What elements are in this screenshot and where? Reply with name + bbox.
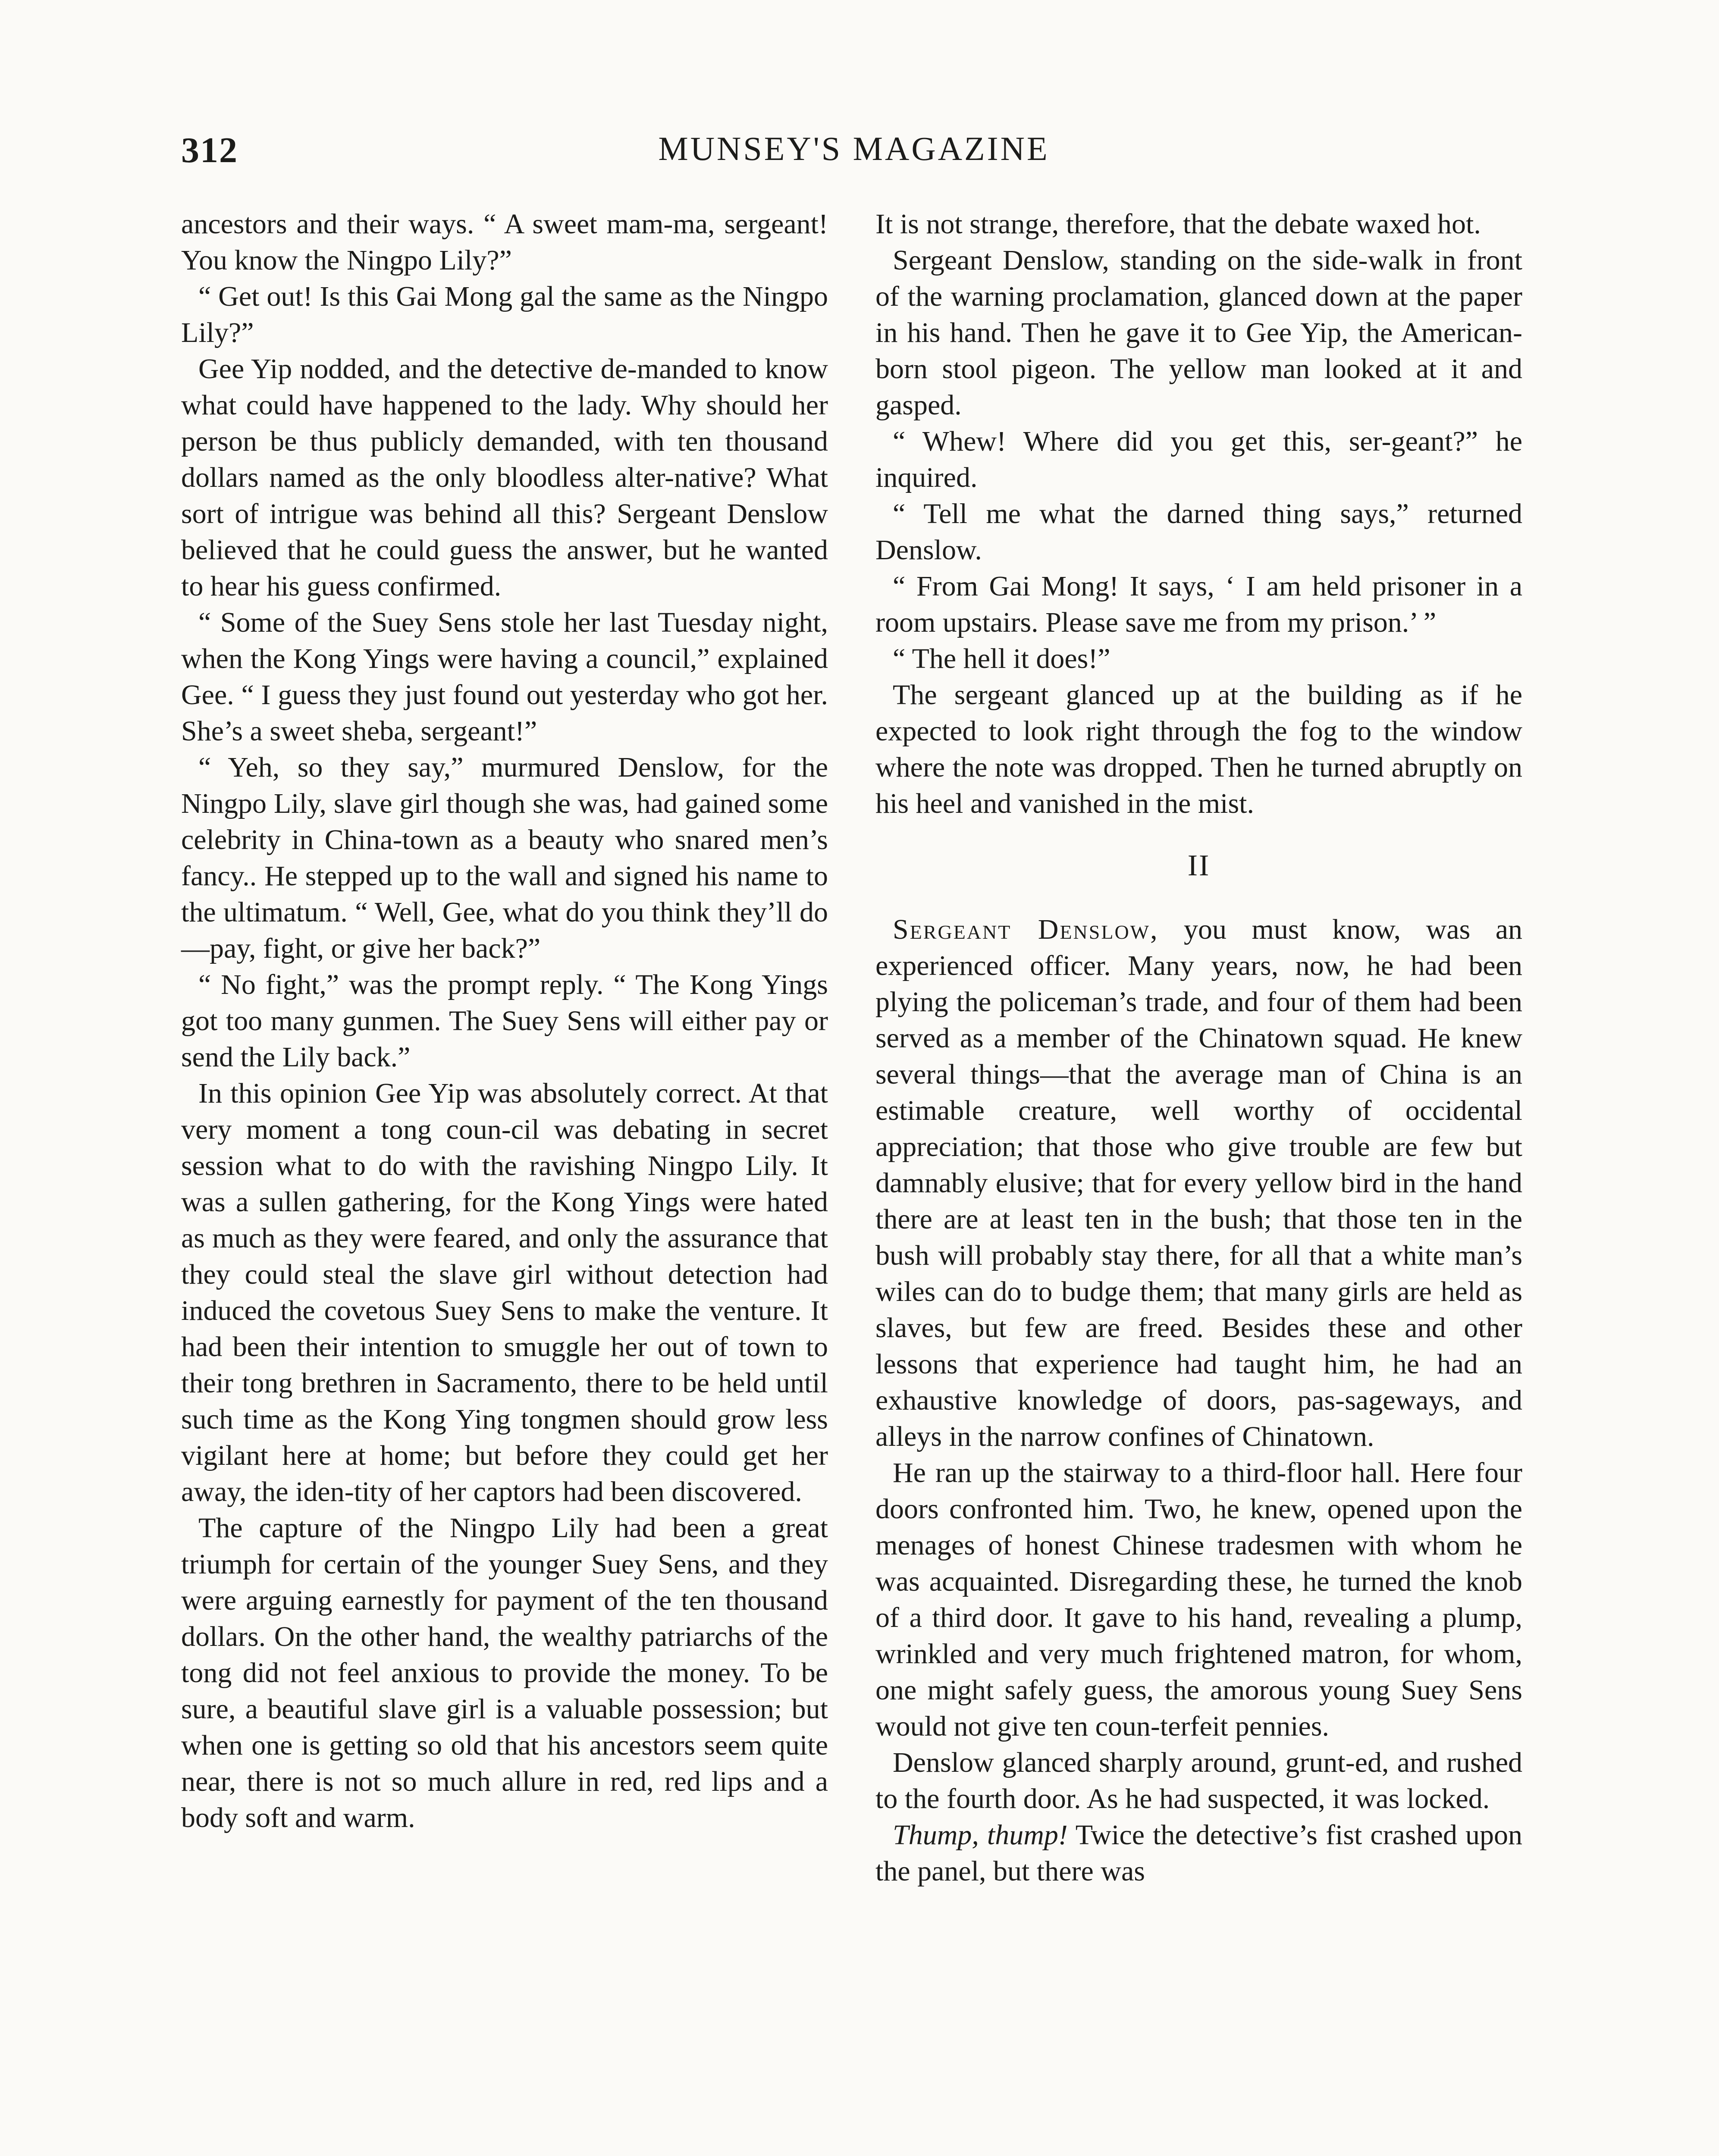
italic-exclamation: Thump, thump!	[893, 1819, 1068, 1851]
paragraph: The sergeant glanced up at the building as if he expected to look right through the fog to the window where the note was dropped. Then he turned abruptly on his heel and vanished in the mist.	[875, 679, 1522, 819]
paragraph: ancestors and their ways. “ A sweet mam-ma, sergeant! You know the Ningpo Lily?”	[181, 208, 828, 276]
page-number: 312	[181, 130, 238, 170]
paragraph	[875, 1817, 1522, 1890]
paragraph: Denslow glanced sharply around, grunt-ed, and rushed to the fourth door. As he had suspected, it was locked.	[875, 1747, 1522, 1814]
paragraph: “ The hell it does!”	[893, 643, 1110, 674]
left-column	[181, 206, 828, 1836]
paragraph: It is not strange, therefore, that the debate waxed hot.	[875, 208, 1481, 240]
paragraph: “ Yeh, so they say,” murmured Denslow, for the Ningpo Lily, slave girl though she was, had gained some celebrity in China-town as a beauty who snared men’s fancy.. He stepped up to the wall and signed his name to the ultimatum. “ Well, Gee, what do you think they’ll do—pay, fight, or give her back?”	[181, 752, 828, 964]
paragraph: “ Tell me what the darned thing says,” returned Denslow.	[875, 498, 1522, 566]
paragraph: “ Some of the Suey Sens stole her last Tuesday night, when the Kong Yings were having a council,” explained Gee. “ I guess they just found out yesterday who got her. She’s a sweet sheba, sergeant!”	[181, 607, 828, 747]
paragraph: He ran up the stairway to a third-floor hall. Here four doors confronted him. Two, he knew, opened upon the menages of honest Chinese tradesmen with whom he was acquainted. Disregarding these, he turned the knob of a third door. It gave to his hand, revealing a plump, wrinkled and very much frightened matron, for whom, one might safely guess, the amorous young Suey Sens would not give ten coun-terfeit pennies.	[875, 1457, 1522, 1742]
section-lead-text: you must know, was an experienced officer. Many years, now, he had been plying the policeman’s trade, and four of them had been served as a member of the Chinatown squad. He knew several things—that the average man of China is an estimable creature, well worthy of occidental appreciation; that those who give trouble are few but damnably elusive; that for every yellow bird in the hand there are at least ten in the bush; that those ten in the bush will probably stay there, for all that a white man’s wiles can do to budge them; that many girls are held as slaves, but few are freed. Besides these and other lessons that experience had taught him, he had an exhaustive knowledge of doors, pas-sageways, and alleys in the narrow confines of Chinatown.	[875, 914, 1522, 1452]
paragraph: Gee Yip nodded, and the detective de-manded to know what could have happened to the lady. Why should her person be thus publicly demanded, with ten thousand dollars named as the only bloodless alter-native? What sort of intrigue was behind all this? Sergeant Denslow believed that he could guess the answer, but he wanted to hear his guess confirmed.	[181, 353, 828, 602]
paragraph: “ From Gai Mong! It says, ‘ I am held prisoner in a room upstairs. Please save me from my prison.’ ”	[875, 570, 1522, 638]
paragraph: “ No fight,” was the prompt reply. “ The Kong Yings got too many gunmen. The Suey Sens will either pay or send the Lily back.”	[181, 969, 828, 1073]
paragraph-text: Twice the detective’s fist crashed upon the panel, but there was	[875, 1819, 1522, 1887]
section-lead-smallcaps: Sergeant Denslow,	[893, 914, 1159, 945]
right-column	[875, 206, 1522, 1890]
paragraph: “ Get out! Is this Gai Mong gal the same as the Ningpo Lily?”	[181, 281, 828, 348]
paragraph: “ Whew! Where did you get this, ser-geant?” he inquired.	[875, 426, 1522, 493]
paragraph: Sergeant Denslow, standing on the side-walk in front of the warning proclamation, glanced down at the paper in his hand. Then he gave it to Gee Yip, the American-born stool pigeon. The yellow man looked at it and gasped.	[875, 244, 1522, 421]
section-lead-paragraph	[875, 912, 1522, 1455]
paragraph: In this opinion Gee Yip was absolutely correct. At that very moment a tong coun-cil was debating in secret session what to do with the ravishing Ningpo Lily. It was a sullen gathering, for the Kong Yings were hated as much as they were feared, and only the assurance that they could steal the slave girl without detection had induced the covetous Suey Sens to make the venture. It had been their intention to smuggle her out of town to their tong brethren in Sacramento, there to be held until such time as the Kong Ying tongmen should grow less vigilant here at home; but before they could get her away, the iden-tity of her captors had been discovered.	[181, 1078, 828, 1507]
paragraph: The capture of the Ningpo Lily had been a great triumph for certain of the younger Suey Sens, and they were arguing earnestly for payment of the ten thousand dollars. On the other hand, the wealthy patriarchs of the tong did not feel anxious to provide the money. To be sure, a beautiful slave girl is a valuable possession; but when one is getting so old that his ancestors seem quite near, there is not so much allure in red, red lips and a body soft and warm.	[181, 1512, 828, 1833]
running-head-title: MUNSEY'S MAGAZINE	[658, 130, 1050, 167]
section-heading: II	[1187, 849, 1211, 882]
page-header	[181, 129, 1527, 177]
